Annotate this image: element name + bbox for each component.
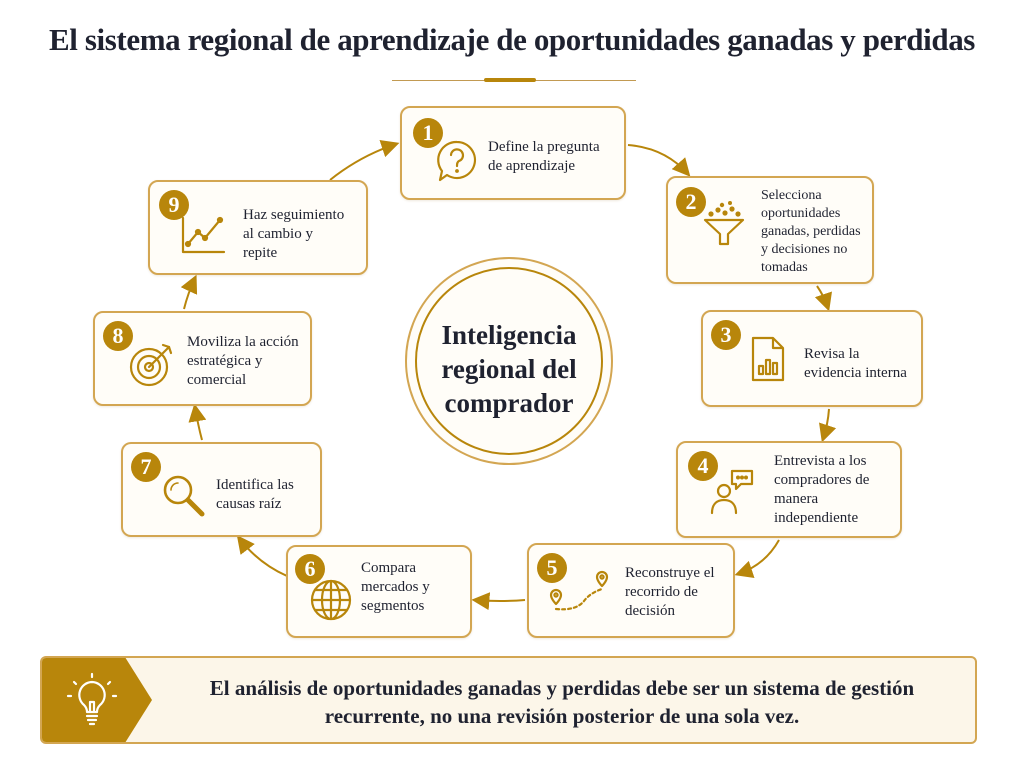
step-8-card [93,311,312,406]
arrow-3-to-4 [823,409,829,439]
question-bubble-icon [434,138,480,184]
arrow-4-to-5 [738,540,779,574]
step-8-number: 8 [103,321,133,351]
step-2-label: Selecciona oportunidades ganadas, perdidas y decisiones no tomadas [761,188,861,275]
step-1-label: Define la pregunta de aprendizaje [488,139,600,174]
step-9-card [148,180,368,275]
step-3-card [701,310,923,407]
step-7-card [121,442,322,537]
interview-icon [708,469,754,515]
key-message-banner [40,656,977,744]
banner-message: El análisis de oportunidades ganadas y perdidas debe ser un sistema de gestión recurrente, no una revisión posterior de una sola vez. [209,676,915,728]
arrow-5-to-6 [475,600,525,601]
step-3-number: 3 [711,320,741,350]
arrow-6-to-7 [239,538,287,576]
center-label: Inteligencia regional del comprador [441,320,577,418]
arrow-1-to-2 [628,145,688,174]
route-icon [543,571,589,617]
step-3-label: Revisa la evidencia interna [804,346,907,381]
step-2-card [666,176,874,284]
funnel-icon [701,200,747,246]
step-5-card [527,543,735,638]
step-6-label: Compara mercados y segmentos [361,560,430,614]
target-icon [129,341,175,387]
step-5-number: 5 [537,553,567,583]
step-1-number: 1 [413,118,443,148]
step-4-number: 4 [688,451,718,481]
page-title: El sistema regional de aprendizaje de oportunidades ganadas y perdidas [49,22,975,57]
step-6-number: 6 [295,554,325,584]
arrow-7-to-8 [195,407,202,440]
step-4-card [676,441,902,538]
step-7-label: Identifica las causas raíz [216,477,294,512]
globe-icon [308,577,354,623]
step-8-label: Moviliza la acción estratégica y comercial [187,334,299,388]
document-chart-icon [745,336,791,382]
step-1-card [400,106,626,200]
step-6-card [286,545,472,638]
magnifier-icon [160,472,206,518]
lightbulb-icon [64,672,120,728]
trend-chart-icon [180,210,226,256]
step-5-label: Reconstruye el recorrido de decisión [625,565,715,619]
arrow-2-to-3 [817,286,828,308]
step-2-number: 2 [676,187,706,217]
step-9-number: 9 [159,190,189,220]
arrow-9-to-1 [330,144,396,180]
step-4-label: Entrevista a los compradores de manera independiente [774,453,870,526]
step-7-number: 7 [131,452,161,482]
arrow-8-to-9 [184,278,195,309]
step-9-label: Haz seguimiento al cambio y repite [243,207,345,261]
